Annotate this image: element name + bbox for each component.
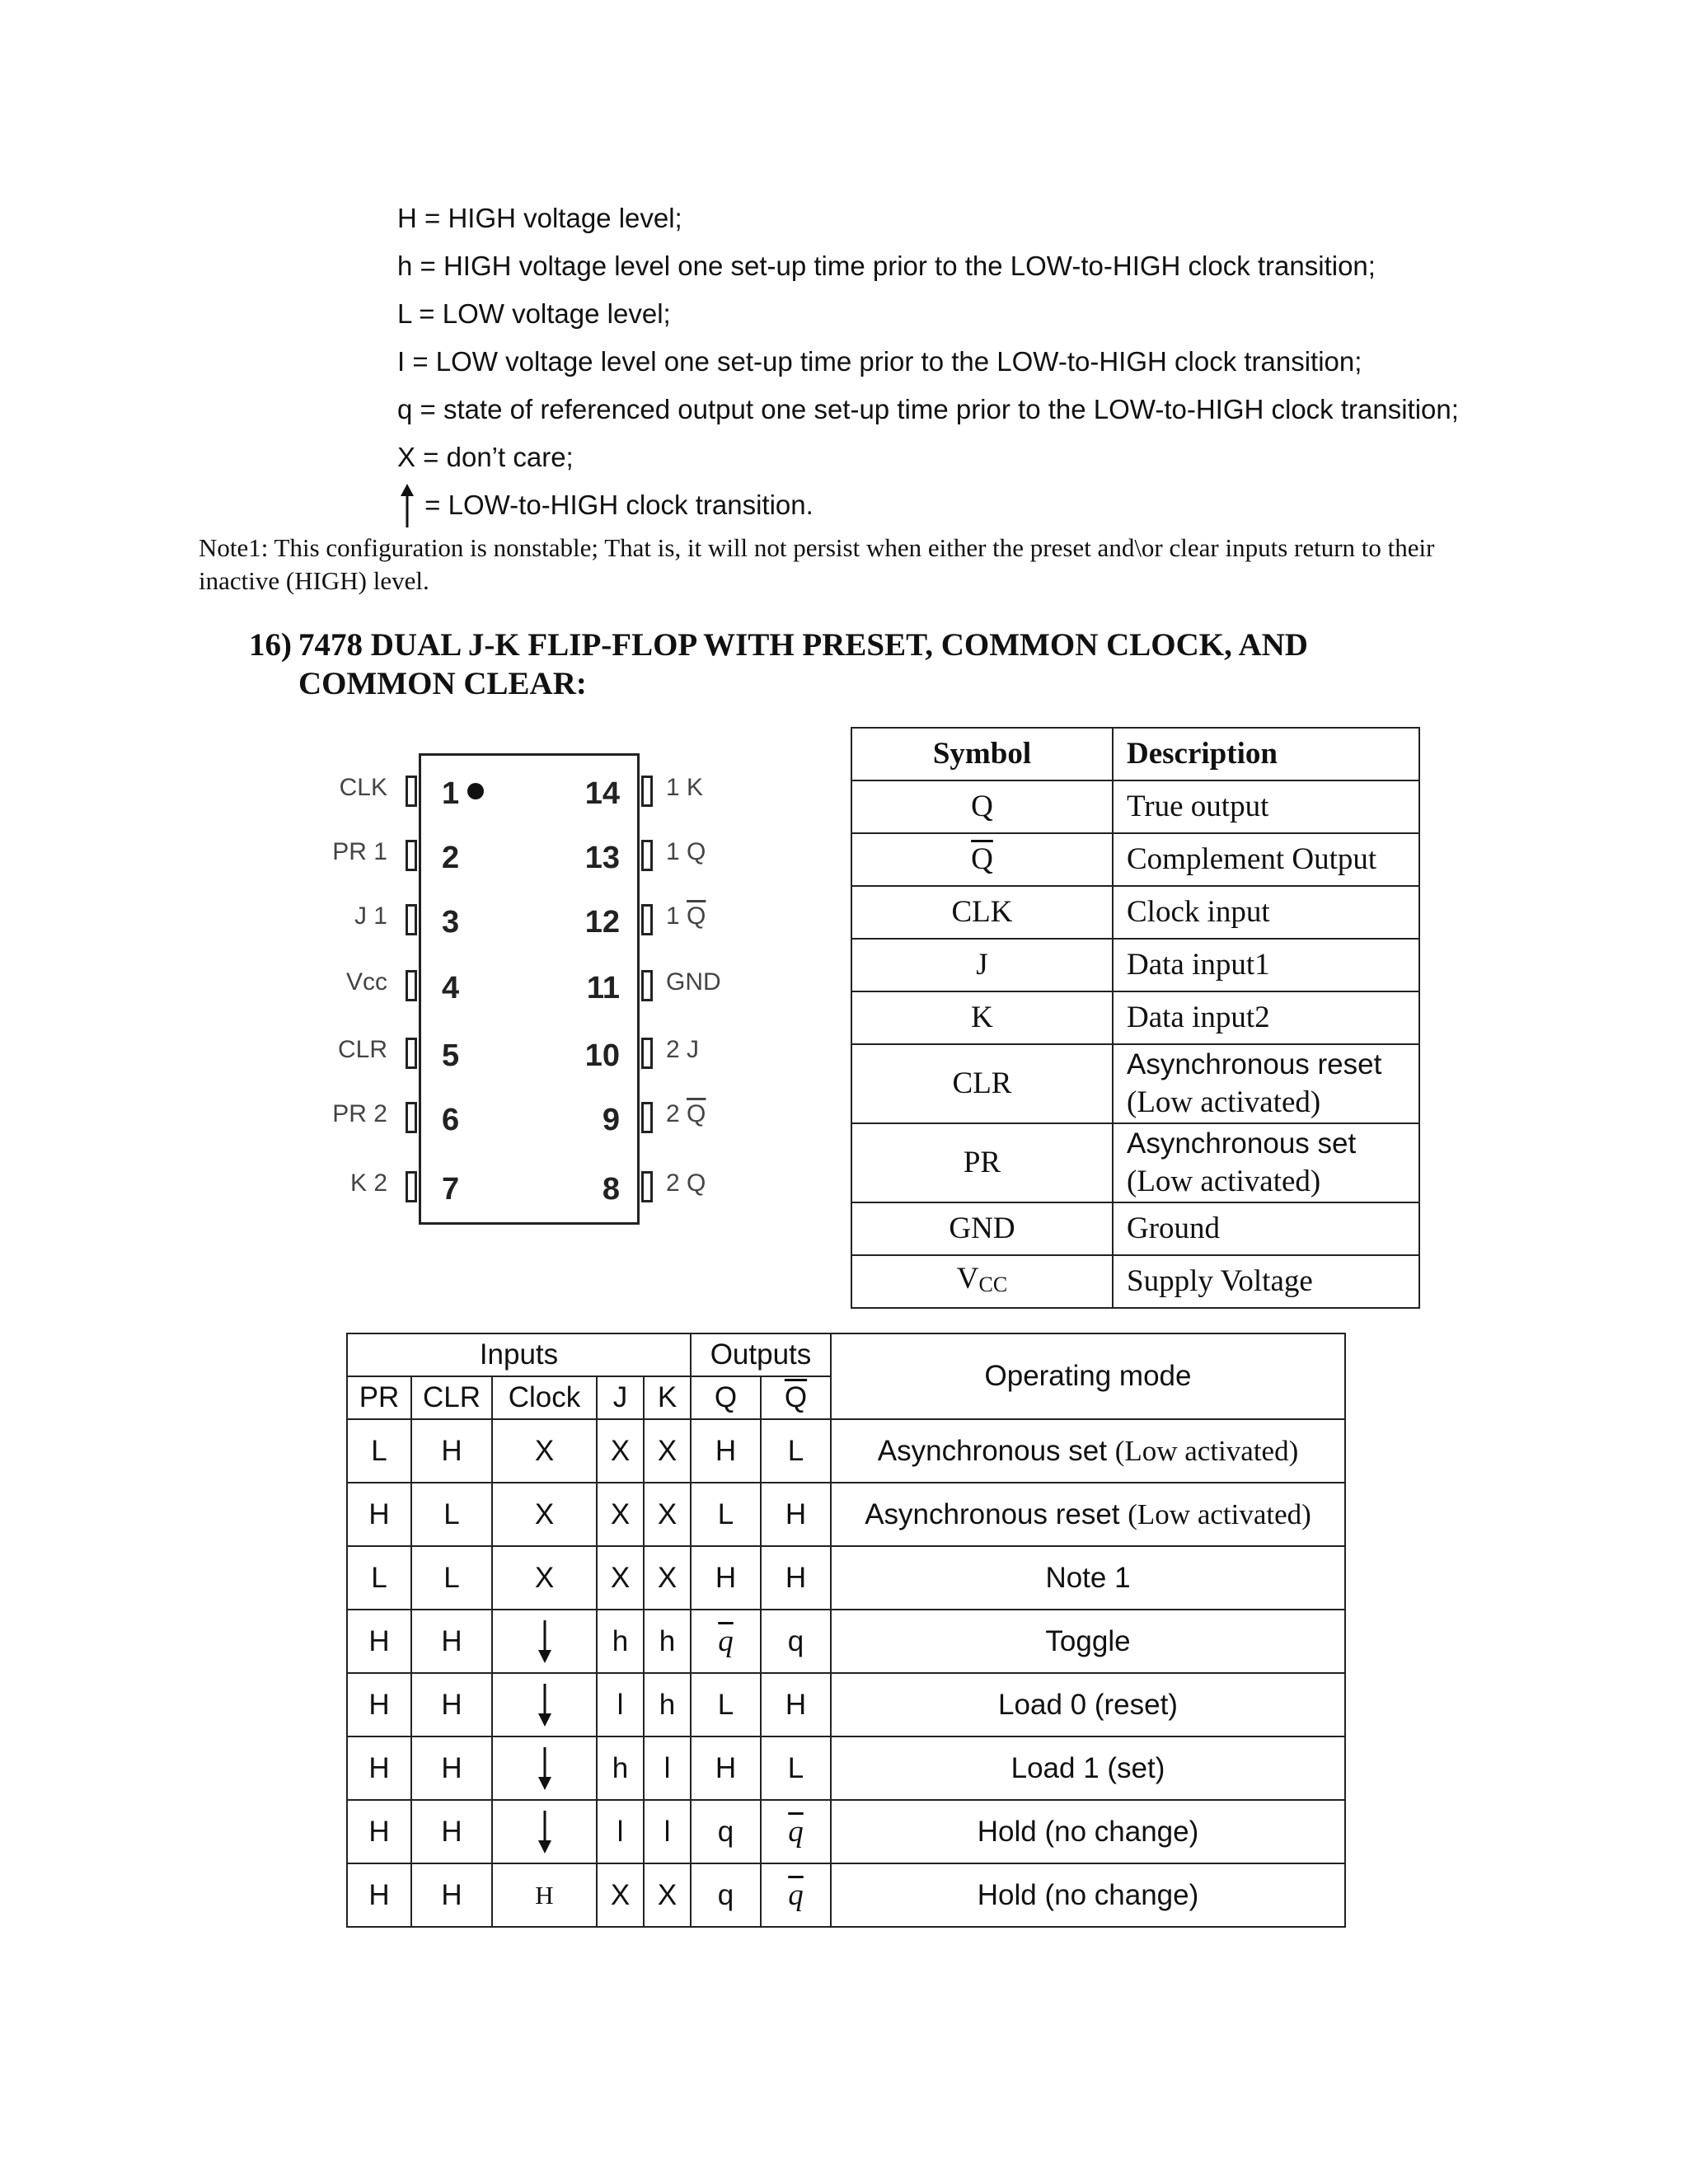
mode-text: Note 1: [1045, 1561, 1131, 1594]
pr-cell: H: [347, 1736, 411, 1800]
pin-12-box: [641, 904, 653, 935]
j-cell: X: [597, 1863, 644, 1927]
mode-text: Asynchronous set: [877, 1434, 1115, 1467]
column-header-q-bar: [761, 1376, 831, 1419]
pin-14-box: [641, 776, 653, 807]
description-cell: Ground: [1113, 1202, 1419, 1255]
clr-cell: L: [411, 1483, 492, 1546]
operating-mode-cell: [831, 1863, 1345, 1927]
j-cell: l: [597, 1800, 644, 1863]
q-cell: H: [691, 1736, 761, 1800]
operating-mode-cell: [831, 1673, 1345, 1736]
table-row: [851, 780, 1419, 833]
pin-number: 1: [442, 776, 460, 811]
description-cell: Data input2: [1113, 991, 1419, 1044]
operating-mode-cell: [831, 1483, 1345, 1546]
symbol-cell: J: [851, 939, 1113, 991]
pin-number: 4: [442, 971, 460, 1005]
table-row: [851, 1123, 1419, 1202]
symbol-cell: [851, 1255, 1113, 1308]
pin-7-box: [406, 1171, 417, 1202]
pin-label-overlined: $\overline{Q}$: [687, 1100, 706, 1127]
description-cell: Clock input: [1113, 886, 1419, 939]
pin-number: 14: [584, 776, 620, 811]
pin-number: 10: [584, 1038, 620, 1073]
clr-cell: H: [411, 1736, 492, 1800]
table-row: [347, 1419, 1345, 1483]
vcc-subscript: CC: [978, 1272, 1008, 1296]
description-line: (Low activated): [1127, 1165, 1321, 1198]
vcc-symbol: V: [956, 1261, 979, 1296]
note1-paragraph: Note1: This configuration is nonstable; That is, it will not persist when either the preset and\or clear inputs return to their inactive (HIGH) level.: [199, 533, 1435, 595]
down-arrow-icon: [536, 1814, 554, 1846]
operating-mode-cell: [831, 1610, 1345, 1673]
clock-cell: X: [492, 1483, 597, 1546]
pin-label: 1 Q: [666, 838, 706, 865]
q-cell-value: $\overline{q}$: [718, 1624, 734, 1658]
operating-mode-cell: [831, 1546, 1345, 1610]
j-cell: h: [597, 1736, 644, 1800]
pin-label: PR 1: [332, 838, 387, 865]
legend-line: X = don’t care;: [397, 442, 574, 472]
pin-11-box: [641, 970, 653, 1001]
clr-cell: H: [411, 1800, 492, 1863]
symbol-cell: GND: [851, 1202, 1113, 1255]
q-bar-cell: q: [761, 1610, 831, 1673]
pin-9-box: [641, 1102, 653, 1133]
mode-text: Asynchronous reset: [865, 1497, 1128, 1530]
section-number: 16): [249, 627, 292, 663]
description-line: (Low activated): [1127, 1085, 1321, 1119]
column-header: Symbol: [851, 728, 1113, 780]
operating-mode-cell: [831, 1800, 1345, 1863]
q-cell: L: [691, 1483, 761, 1546]
legend-line: L = LOW voltage level;: [397, 298, 671, 329]
pin-3-box: [406, 904, 417, 935]
pin-number: 2: [442, 841, 460, 875]
q-bar-cell: H: [761, 1546, 831, 1610]
table-row: [347, 1673, 1345, 1736]
table-row: [851, 991, 1419, 1044]
q-bar-symbol: $\overline{Q}$: [971, 842, 993, 876]
mode-text: Hold (no change): [977, 1878, 1199, 1911]
truth-table: [346, 1333, 1346, 1928]
table-row: [347, 1800, 1345, 1863]
pr-cell: H: [347, 1863, 411, 1927]
symbol-cell: CLK: [851, 886, 1113, 939]
pin-number: 11: [586, 971, 620, 1005]
down-arrow-icon: [536, 1750, 554, 1783]
pin-6-box: [406, 1102, 417, 1133]
table-row: [347, 1610, 1345, 1673]
pin-label: 2 J: [666, 1036, 700, 1063]
pin-label: CLR: [337, 1036, 387, 1063]
column-header-q: Q: [691, 1376, 761, 1419]
symbol-table: [851, 727, 1420, 1309]
clock-cell: X: [492, 1546, 597, 1610]
description-cell: [1113, 1044, 1419, 1123]
pin-label: [666, 901, 706, 932]
table-row: [851, 1044, 1419, 1123]
pin-label: [666, 1099, 706, 1130]
pin-number: 3: [442, 905, 460, 940]
section-heading: [249, 626, 1469, 703]
q-bar-label: $\overline{Q}$: [784, 1381, 808, 1413]
q-cell: L: [691, 1673, 761, 1736]
q-cell: H: [691, 1419, 761, 1483]
description-cell: Supply Voltage: [1113, 1255, 1419, 1308]
symbol-cell: K: [851, 991, 1113, 1044]
table-row: [347, 1546, 1345, 1610]
pin-number: 6: [442, 1103, 460, 1137]
pin-number: 7: [442, 1172, 460, 1207]
legend-line: q = state of referenced output one set-up time prior to the LOW-to-HIGH clock transition;: [397, 394, 1459, 424]
pr-cell: L: [347, 1546, 411, 1610]
table-row: [851, 886, 1419, 939]
pin-5-box: [406, 1038, 417, 1069]
q-bar-cell: [761, 1800, 831, 1863]
symbol-cell: [851, 833, 1113, 886]
description-cell: [1113, 1123, 1419, 1202]
j-cell: h: [597, 1610, 644, 1673]
j-cell: X: [597, 1419, 644, 1483]
clock-cell: [492, 1610, 597, 1673]
pin-4-box: [406, 970, 417, 1001]
clr-cell: H: [411, 1673, 492, 1736]
pin-label-prefix: 2: [666, 1100, 687, 1127]
mode-text: Load 1 (set): [1010, 1751, 1165, 1784]
table-row: [347, 1863, 1345, 1927]
description-cell: Data input1: [1113, 939, 1419, 991]
clock-cell: X: [492, 1419, 597, 1483]
legend-line: [397, 481, 1584, 529]
q-cell: q: [691, 1863, 761, 1927]
pr-cell: H: [347, 1483, 411, 1546]
column-header-clr: CLR: [411, 1376, 492, 1419]
table-row: [347, 1483, 1345, 1546]
legend-line: H = HIGH voltage level;: [397, 203, 682, 233]
pin-label-overlined: $\overline{Q}$: [687, 902, 706, 930]
inputs-group-header: Inputs: [347, 1333, 691, 1376]
pin-8-box: [641, 1171, 653, 1202]
description-line: Asynchronous reset: [1127, 1048, 1382, 1080]
pin-label: CLK: [339, 774, 387, 801]
table-row: [851, 1255, 1419, 1308]
column-header: Description: [1113, 728, 1419, 780]
legend-line: I = LOW voltage level one set-up time prior to the LOW-to-HIGH clock transition;: [397, 346, 1362, 377]
k-cell: X: [644, 1483, 691, 1546]
column-header-j: J: [597, 1376, 644, 1419]
pin-10-box: [641, 1038, 653, 1069]
clr-cell: H: [411, 1419, 492, 1483]
q-bar-cell-value: $\overline{q}$: [788, 1815, 804, 1849]
pin-label: Vcc: [345, 968, 387, 996]
q-cell: H: [691, 1546, 761, 1610]
q-bar-cell-value: $\overline{q}$: [788, 1878, 804, 1912]
up-arrow-icon: [397, 481, 417, 529]
pin-13-box: [641, 840, 653, 871]
pin-number: 8: [602, 1172, 620, 1207]
pin-number: 13: [584, 841, 620, 875]
chip-pinout-diagram: [321, 742, 721, 1236]
pr-cell: H: [347, 1610, 411, 1673]
k-cell: h: [644, 1610, 691, 1673]
q-cell: q: [691, 1800, 761, 1863]
mode-qualifier: (Low activated): [1114, 1434, 1299, 1467]
k-cell: h: [644, 1673, 691, 1736]
legend-line: h = HIGH voltage level one set-up time prior to the LOW-to-HIGH clock transition;: [397, 251, 1376, 281]
table-row: [851, 1202, 1419, 1255]
column-header-clock: Clock: [492, 1376, 597, 1419]
pin-label-prefix: 1: [666, 902, 687, 930]
j-cell: l: [597, 1673, 644, 1736]
clock-cell: [492, 1736, 597, 1800]
table-row: [851, 939, 1419, 991]
j-cell: X: [597, 1546, 644, 1610]
section-title: 7478 DUAL J-K FLIP-FLOP WITH PRESET, COMMON CLOCK, AND COMMON CLEAR:: [298, 627, 1308, 701]
pin-label: J 1: [354, 902, 387, 930]
pr-cell: H: [347, 1800, 411, 1863]
k-cell: X: [644, 1863, 691, 1927]
table-row: [347, 1736, 1345, 1800]
j-cell: X: [597, 1483, 644, 1546]
k-cell: X: [644, 1419, 691, 1483]
pin-number: 12: [584, 905, 620, 940]
q-bar-cell: L: [761, 1736, 831, 1800]
mode-qualifier: (Low activated): [1128, 1497, 1311, 1530]
q-bar-cell: [761, 1863, 831, 1927]
pin-label: PR 2: [332, 1100, 387, 1127]
clock-cell: [492, 1673, 597, 1736]
q-cell: [691, 1610, 761, 1673]
pin-label: GND: [666, 968, 721, 996]
k-cell: l: [644, 1736, 691, 1800]
table-row: [851, 833, 1419, 886]
description-cell: Complement Output: [1113, 833, 1419, 886]
down-arrow-icon: [536, 1687, 554, 1719]
operating-mode-cell: [831, 1736, 1345, 1800]
symbol-cell: CLR: [851, 1044, 1113, 1123]
clr-cell: H: [411, 1863, 492, 1927]
pr-cell: L: [347, 1419, 411, 1483]
clock-cell: [492, 1800, 597, 1863]
q-bar-cell: H: [761, 1673, 831, 1736]
q-bar-cell: L: [761, 1419, 831, 1483]
k-cell: X: [644, 1546, 691, 1610]
operating-mode-cell: [831, 1419, 1345, 1483]
symbol-cell: Q: [851, 780, 1113, 833]
clr-cell: H: [411, 1610, 492, 1673]
column-header-pr: PR: [347, 1376, 411, 1419]
mode-text: Hold (no change): [977, 1815, 1199, 1848]
clr-cell: L: [411, 1546, 492, 1610]
pin-label: 2 Q: [666, 1169, 706, 1197]
mode-text: Load 0 (reset): [998, 1688, 1178, 1721]
pin-1-box: [406, 776, 417, 807]
pin-2-box: [406, 840, 417, 871]
q-bar-cell: H: [761, 1483, 831, 1546]
legend-text: = LOW-to-HIGH clock transition.: [417, 490, 814, 520]
pin-label: K 2: [349, 1169, 387, 1197]
down-arrow-icon: [536, 1624, 554, 1656]
outputs-group-header: Outputs: [691, 1333, 831, 1376]
clock-cell: H: [492, 1863, 597, 1927]
description-cell: True output: [1113, 780, 1419, 833]
legend: [397, 194, 1584, 529]
pin-number: 9: [602, 1103, 620, 1137]
mode-text: Toggle: [1045, 1624, 1131, 1657]
pin-label: 1 K: [666, 774, 704, 801]
description-line: Asynchronous set: [1127, 1127, 1357, 1160]
symbol-cell: PR: [851, 1123, 1113, 1202]
k-cell: l: [644, 1800, 691, 1863]
pin1-marker-dot: [467, 783, 484, 799]
column-header-k: K: [644, 1376, 691, 1419]
pin-number: 5: [442, 1038, 460, 1073]
pr-cell: H: [347, 1673, 411, 1736]
operating-mode-header: Operating mode: [831, 1333, 1345, 1419]
